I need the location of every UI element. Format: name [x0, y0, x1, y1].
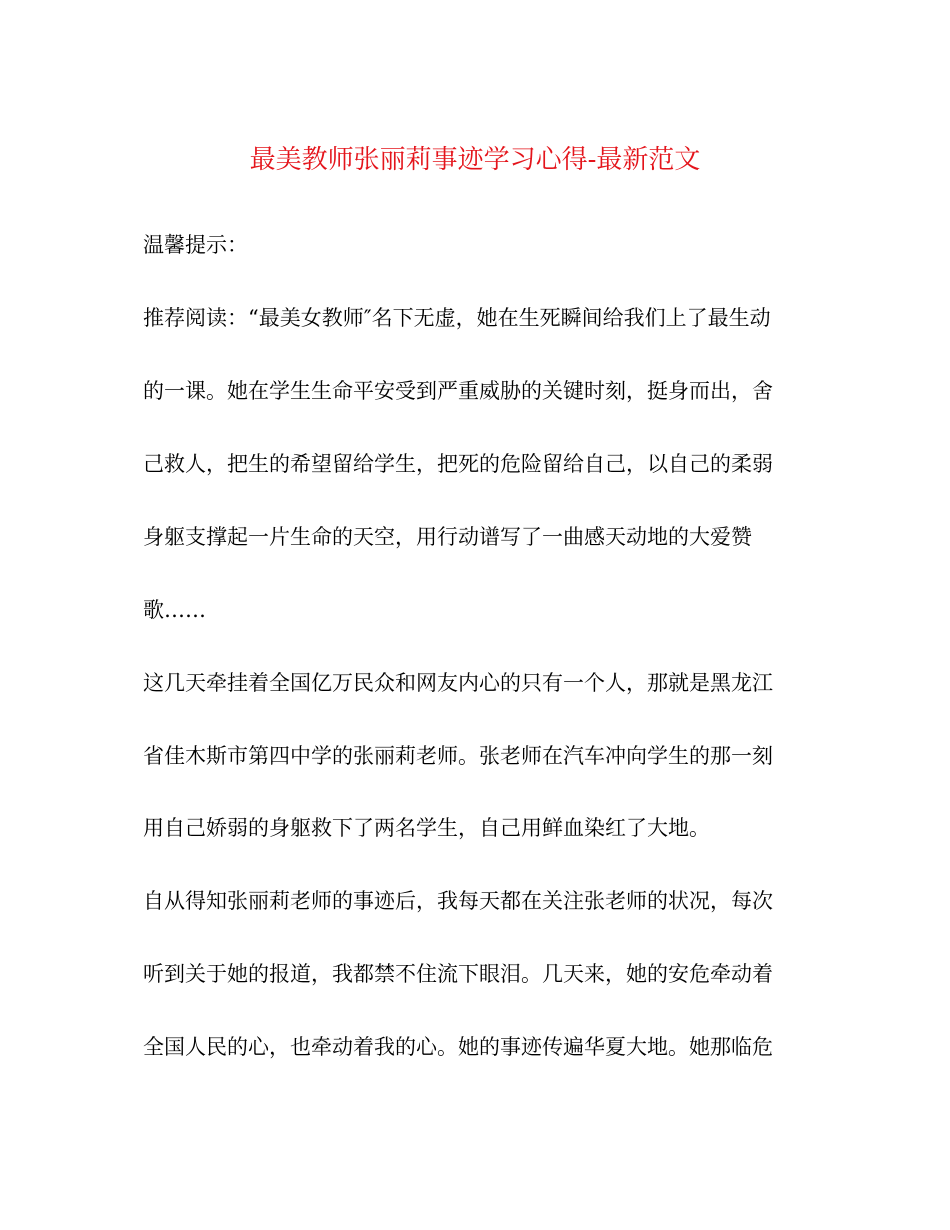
text-line: 歌……: [143, 598, 206, 622]
text-line: 的一课。她在学生生命平安受到严重威胁的关键时刻，挺身而出，舍: [143, 379, 773, 403]
text-line: 身躯支撑起一片生命的天空，用行动谱写了一曲感天动地的大爱赞: [143, 525, 752, 549]
text-line: 温馨提示：: [143, 233, 248, 257]
text-line: 己救人，把生的希望留给学生，把死的危险留给自己，以自己的柔弱: [143, 452, 773, 476]
text-line: 听到关于她的报道，我都禁不住流下眼泪。几天来，她的安危牵动着: [143, 962, 773, 986]
text-line: 省佳木斯市第四中学的张丽莉老师。张老师在汽车冲向学生的那一刻: [143, 744, 773, 768]
text-line: 用自己娇弱的身躯救下了两名学生，自己用鲜血染红了大地。: [143, 816, 710, 840]
text-line: 全国人民的心，也牵动着我的心。她的事迹传遍华夏大地。她那临危: [143, 1035, 773, 1059]
document-title: 最美教师张丽莉事迹学习心得-最新范文: [249, 145, 701, 175]
text-line: 自从得知张丽莉老师的事迹后，我每天都在关注张老师的状况，每次: [143, 889, 773, 913]
text-line: 这几天牵挂着全国亿万民众和网友内心的只有一个人，那就是黑龙江: [143, 671, 773, 695]
text-line: 推荐阅读：“最美女教师″名下无虚，她在生死瞬间给我们上了最生动: [143, 306, 771, 330]
